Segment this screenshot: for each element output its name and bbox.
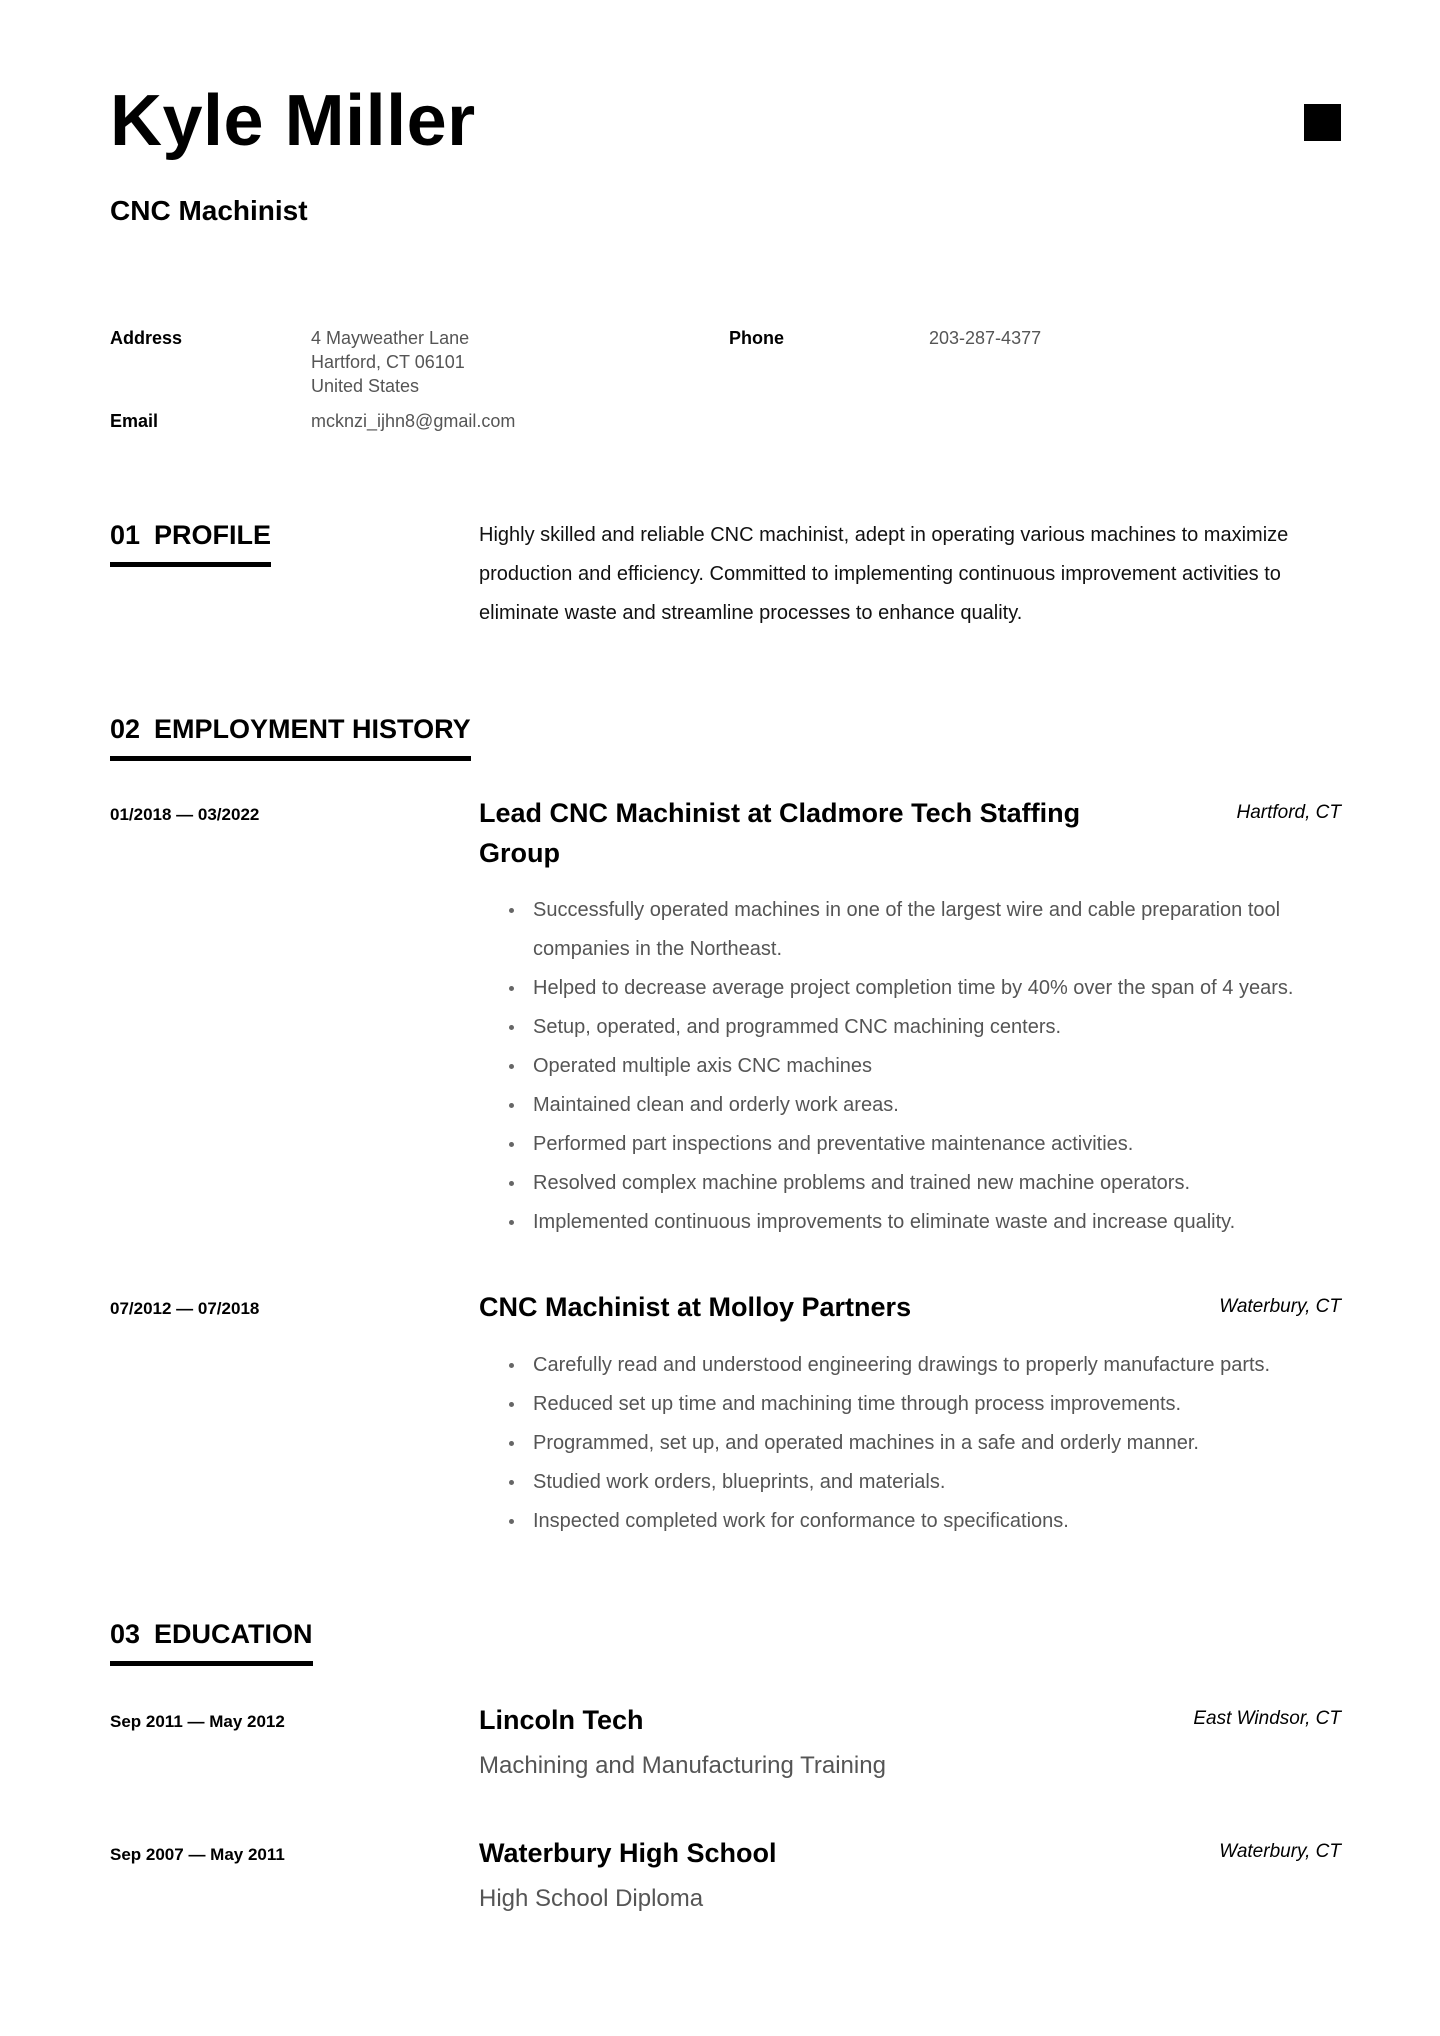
list-item: Reduced set up time and machining time through process improvements. <box>479 1385 1341 1424</box>
profile-summary: Highly skilled and reliable CNC machinist, adept in operating various machines to maximize production and efficiency. Committed to implementing continuous improvement activities to eliminate waste and streamline processes to enhance quality. <box>479 524 1289 624</box>
address-block <box>311 326 469 398</box>
list-item: Operated multiple axis CNC machines <box>479 1047 1341 1086</box>
list-item: Performed part inspections and preventative maintenance activities. <box>479 1125 1341 1164</box>
phone-label: Phone <box>729 328 785 348</box>
job-title-line: Group <box>479 838 560 868</box>
section-title: EMPLOYMENT HISTORY <box>154 714 471 744</box>
email-value: mcknzi_ijhn8@gmail.com <box>311 411 516 431</box>
address-label: Address <box>110 328 183 348</box>
section-title: EDUCATION <box>154 1619 313 1649</box>
section-heading-employment <box>110 712 471 761</box>
job-dates: 01/2018 — 03/2022 <box>110 805 260 824</box>
list-item: Successfully operated machines in one of the largest wire and cable preparation tool companies in the Northeast. <box>479 891 1341 969</box>
job-title-line: Lead CNC Machinist at Cladmore Tech Staffing <box>479 798 1081 828</box>
job-dates: 07/2012 — 07/2018 <box>110 1299 260 1318</box>
degree: Machining and Manufacturing Training <box>479 1752 886 1779</box>
section-number: 03 <box>110 1619 141 1649</box>
square-logo-icon <box>1304 104 1341 141</box>
job-title: CNC Machinist <box>110 195 308 226</box>
job-bullet-list <box>479 1346 1341 1541</box>
school-name: Lincoln Tech <box>479 1705 644 1735</box>
list-item: Implemented continuous improvements to eliminate waste and increase quality. <box>479 1203 1341 1242</box>
list-item: Helped to decrease average project completion time by 40% over the span of 4 years. <box>479 969 1341 1008</box>
job-bullet-list <box>479 891 1341 1242</box>
education-dates: Sep 2007 — May 2011 <box>110 1845 285 1864</box>
list-item: Studied work orders, blueprints, and materials. <box>479 1463 1341 1502</box>
degree: High School Diploma <box>479 1885 704 1912</box>
job-location: Waterbury, CT <box>1219 1296 1341 1317</box>
list-item: Resolved complex machine problems and trained new machine operators. <box>479 1164 1341 1203</box>
section-title: PROFILE <box>154 520 272 550</box>
school-location: East Windsor, CT <box>1193 1708 1341 1729</box>
candidate-name: Kyle Miller <box>110 81 476 161</box>
list-item: Programmed, set up, and operated machines in a safe and orderly manner. <box>479 1424 1341 1463</box>
job-title-heading <box>479 793 1099 873</box>
phone-value: 203-287-4377 <box>929 328 1042 348</box>
education-dates: Sep 2011 — May 2012 <box>110 1712 285 1731</box>
list-item: Setup, operated, and programmed CNC machining centers. <box>479 1008 1341 1047</box>
section-number: 01 <box>110 520 141 550</box>
email-label: Email <box>110 411 159 431</box>
school-name: Waterbury High School <box>479 1838 777 1868</box>
list-item: Carefully read and understood engineering drawings to properly manufacture parts. <box>479 1346 1341 1385</box>
address-line-3: United States <box>311 376 420 396</box>
school-location: Waterbury, CT <box>1219 1841 1341 1862</box>
job-title-heading <box>479 1287 1099 1327</box>
list-item: Inspected completed work for conformance to specifications. <box>479 1502 1341 1541</box>
list-item: Maintained clean and orderly work areas. <box>479 1086 1341 1125</box>
section-heading-profile <box>110 518 271 567</box>
job-location: Hartford, CT <box>1236 802 1341 823</box>
address-line-2: Hartford, CT 06101 <box>311 352 465 372</box>
section-heading-education <box>110 1617 313 1666</box>
job-title-line: CNC Machinist at Molloy Partners <box>479 1292 912 1322</box>
section-number: 02 <box>110 714 141 744</box>
address-line-1: 4 Mayweather Lane <box>311 328 470 348</box>
